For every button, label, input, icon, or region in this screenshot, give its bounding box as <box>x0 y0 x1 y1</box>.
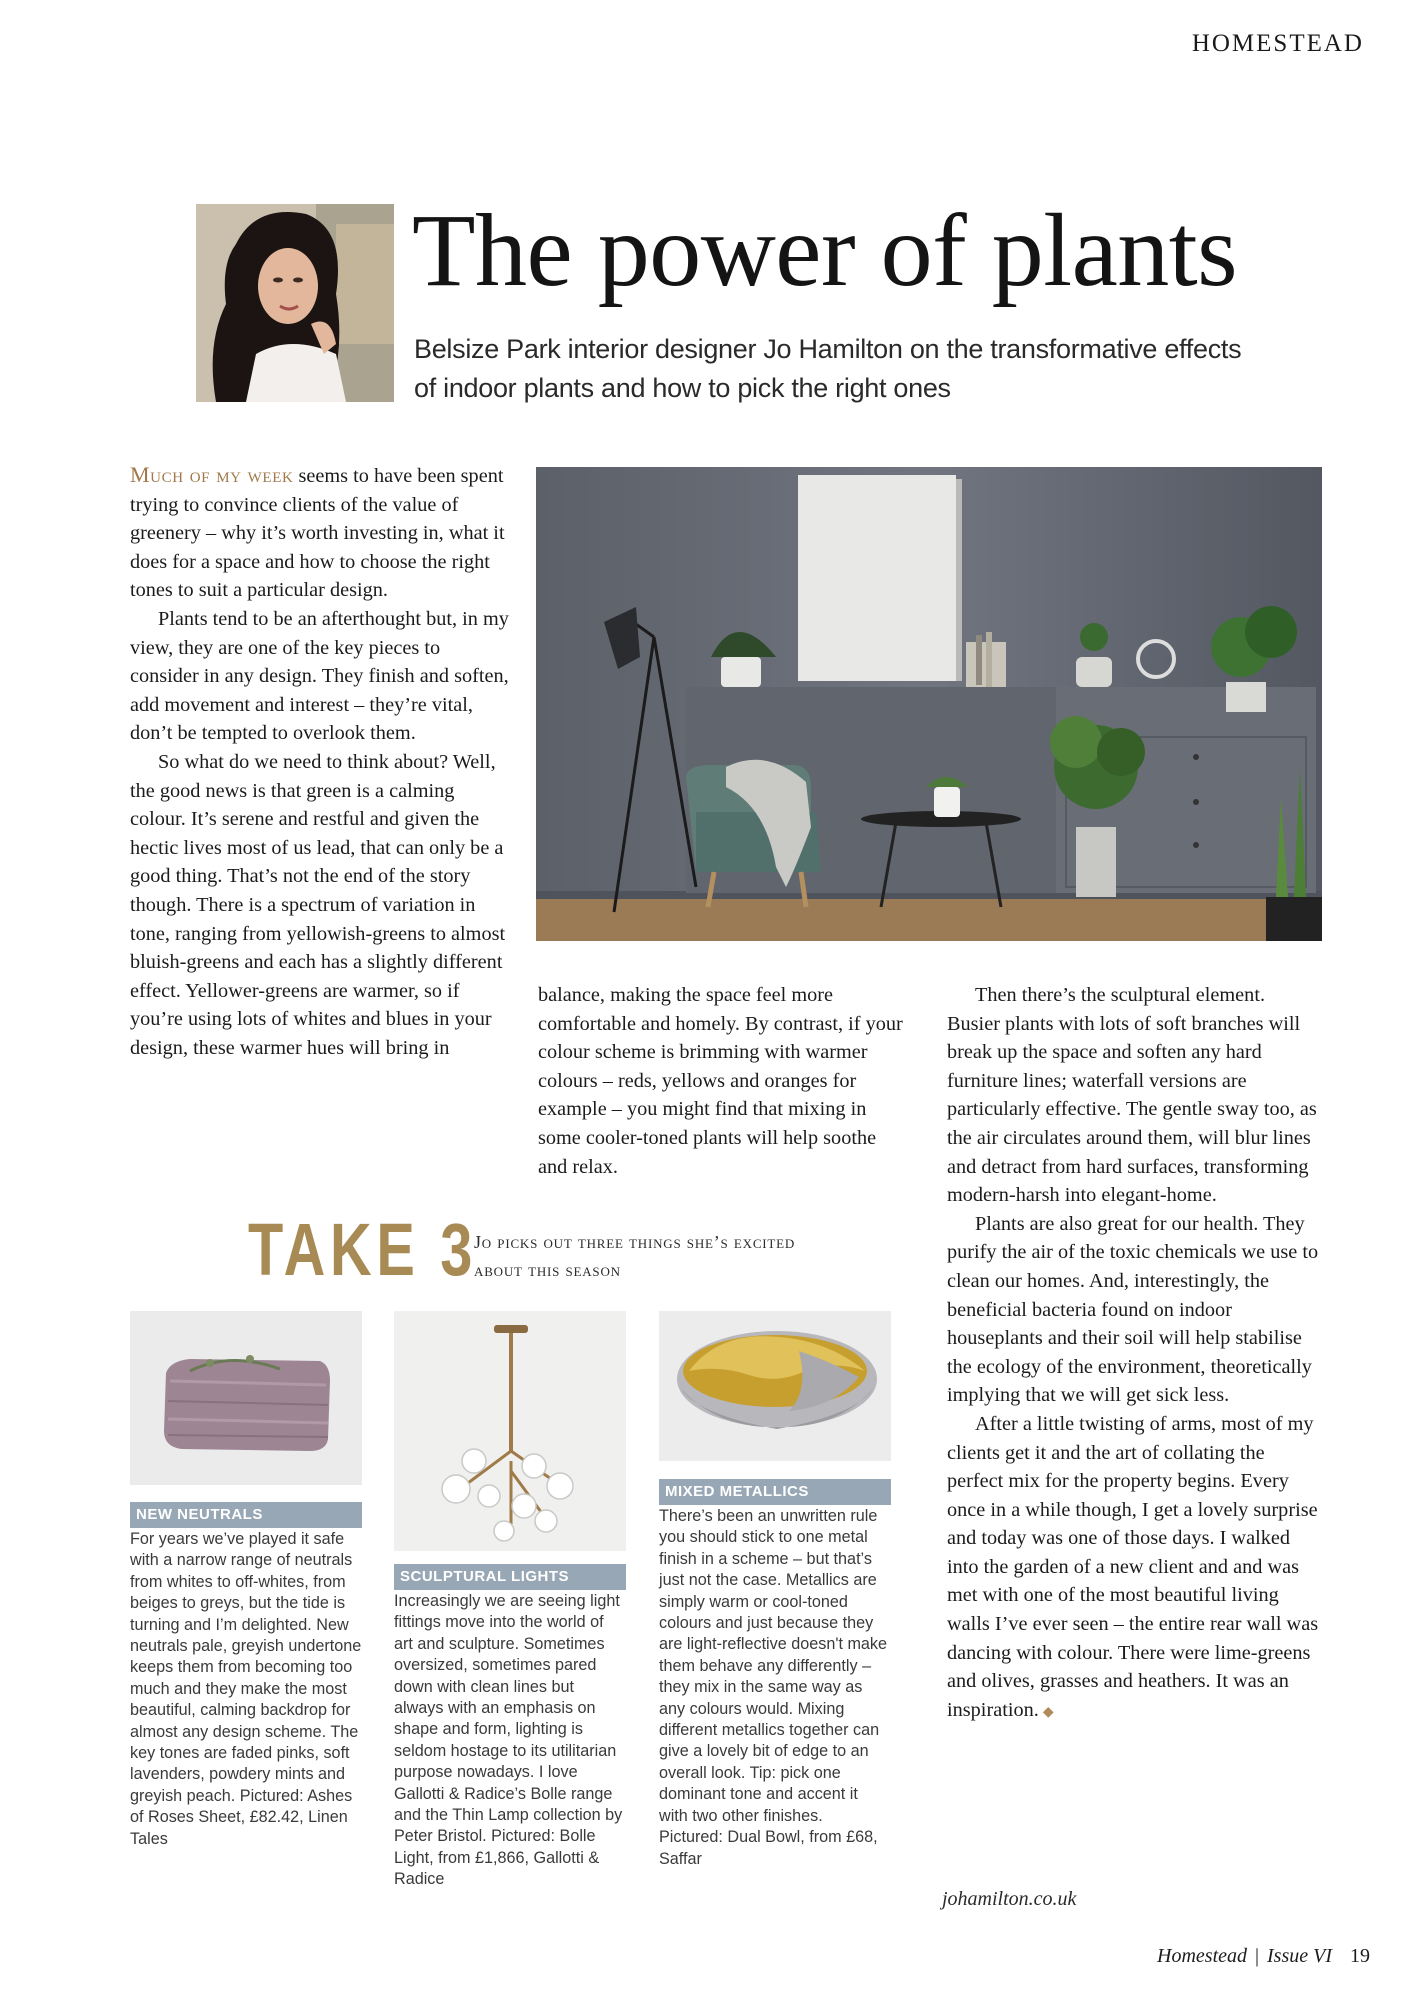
page-footer <box>1157 1945 1370 1968</box>
footer-separator: | <box>1255 1945 1260 1967</box>
author-portrait <box>196 204 394 402</box>
paragraph-4: Then there’s the sculptural element. Busier plants with lots of soft branches will break up the space and soften any hard furniture lines; waterfall versions are particularly effective. The gentle sway too, as the air circulates around them, will blur lines and detract from hard surfaces, transforming modern-harsh into elegant-home. <box>947 984 1317 1207</box>
pendant-light-illustration <box>394 1311 626 1551</box>
folded-sheet-illustration <box>130 1311 362 1485</box>
paragraph-3-continued: balance, making the space feel more comfortable and homely. By contrast, if your colour scheme is brimming with warmer colours – reds, yellows and oranges for example – you might find that mixing in some cooler-toned plants will help soothe and relax. <box>538 984 903 1178</box>
paragraph-3: So what do we need to think about? Well, the good news is that green is a calming colour. It’s serene and restful and given the hectic lives most of us lead, that can only be a good thing. That’s not the end of the story though. There is a spectrum of variation in tone, ranging from yellowish-greens to almost bluish-greens and each has a slightly different effect. Yellower-greens are warmer, so if you’re using lots of whites and blues in your design, these warmer hues will bring in <box>130 750 506 1059</box>
lead-in: Much of my week <box>130 462 294 487</box>
paragraph-1 <box>130 461 510 605</box>
tag-new-neutrals: NEW NEUTRALS <box>130 1502 362 1528</box>
author-website[interactable]: johamilton.co.uk <box>942 1888 1077 1910</box>
hero-image-living-room <box>536 467 1322 941</box>
end-mark-icon: ◆ <box>1042 1704 1054 1720</box>
bowl-illustration <box>659 1311 891 1461</box>
paragraph-1-text: seems to have been spent trying to convince clients of the value of greenery – why it’s worth investing in, what it does for a space and how to choose the right tones to suit a particular design. <box>130 465 505 602</box>
body-column-1 <box>130 461 510 1062</box>
footer-issue: Issue VI <box>1267 1945 1332 1967</box>
paragraph-5: Plants are also great for our health. They purify the air of the toxic chemicals we use to clean our homes. And, interestingly, the beneficial bacteria found on indoor houseplants and their soil will help stabilise the ecology of the environment, theoretically implying that we will get sick less. <box>947 1212 1319 1407</box>
headline: The power of plants <box>412 193 1238 308</box>
author-portrait-image <box>196 204 394 402</box>
paragraph-6-text: After a little twisting of arms, most of my clients get it and the art of collating the perfect mix for the property begins. Every once in a while though, I get a lovely surprise and today was one of those days. I walked into the garden of a new client and and was met with one of the most beautiful living walls I’ve ever seen – the entire rear wall was dancing with colour. There were lime-greens and olives, grasses and heathers. It was an inspiration. <box>947 1412 1319 1721</box>
product-image-linen-sheet <box>130 1311 362 1485</box>
masthead: HOMESTEAD <box>1191 30 1364 57</box>
page-number: 19 <box>1350 1945 1370 1967</box>
footer-magazine: Homestead <box>1157 1945 1247 1967</box>
product-text-new-neutrals: For years we’ve played it safe with a narrow range of neutrals from whites to off-whites, from beiges to greys, but the tide is turning and I’m delighted. New neutrals pale, greyish undertone keeps them from becoming too much and they make the most beautiful, calming backdrop for almost any design scheme. The key tones are faded pinks, soft lavenders, powdery mints and greyish peach. Pictured: Ashes of Roses Sheet, £82.42, Linen Tales <box>130 1530 362 1848</box>
take3-title: TAKE 3 <box>248 1208 478 1291</box>
living-room-illustration <box>536 467 1322 941</box>
product-image-dual-bowl <box>659 1311 891 1461</box>
body-column-2 <box>538 981 908 1181</box>
take3-subtitle: Jo picks out three things she’s excited about this season <box>474 1232 796 1280</box>
product-text-sculptural-lights: Increasingly we are seeing light fittings move into the world of art and sculpture. Sometimes oversized, sometimes pared down with clean lines but always with an emphasis on shape and form, lighting is seldom hostage to its utilitarian purpose nowadays. I love Gallotti & Radice’s Bolle range and the Thin Lamp collection by Peter Bristol. Pictured: Bolle Light, from £1,866, Gallotti & Radice <box>394 1592 623 1889</box>
tag-sculptural-lights: SCULPTURAL LIGHTS <box>394 1564 626 1590</box>
paragraph-2: Plants tend to be an afterthought but, in my view, they are one of the key pieces to consider in any design. They finish and soften, add movement and interest – they’re vital, don’t be tempted to overlook them. <box>130 607 509 745</box>
product-image-bolle-light <box>394 1311 626 1551</box>
product-text-mixed-metallics: There’s been an unwritten rule you should stick to one metal finish in a scheme – but that’s just not the case. Metallics are simply warm or cool-toned colours and just because they are light-reflective doesn't make them behave any differently – they mix in the same way as any colours would. Mixing different metallics together can give a lovely bit of edge to an overall look. Tip: pick one dominant tone and accent it with two other finishes. Pictured: Dual Bowl, from £68, Saffar <box>659 1507 888 1868</box>
paragraph-6 <box>947 1410 1319 1728</box>
standfirst: Belsize Park interior designer Jo Hamilton on the transformative effects of indoor plants and how to pick the right ones <box>414 334 1242 403</box>
body-column-3 <box>947 981 1319 1727</box>
tag-mixed-metallics: MIXED METALLICS <box>659 1479 891 1505</box>
